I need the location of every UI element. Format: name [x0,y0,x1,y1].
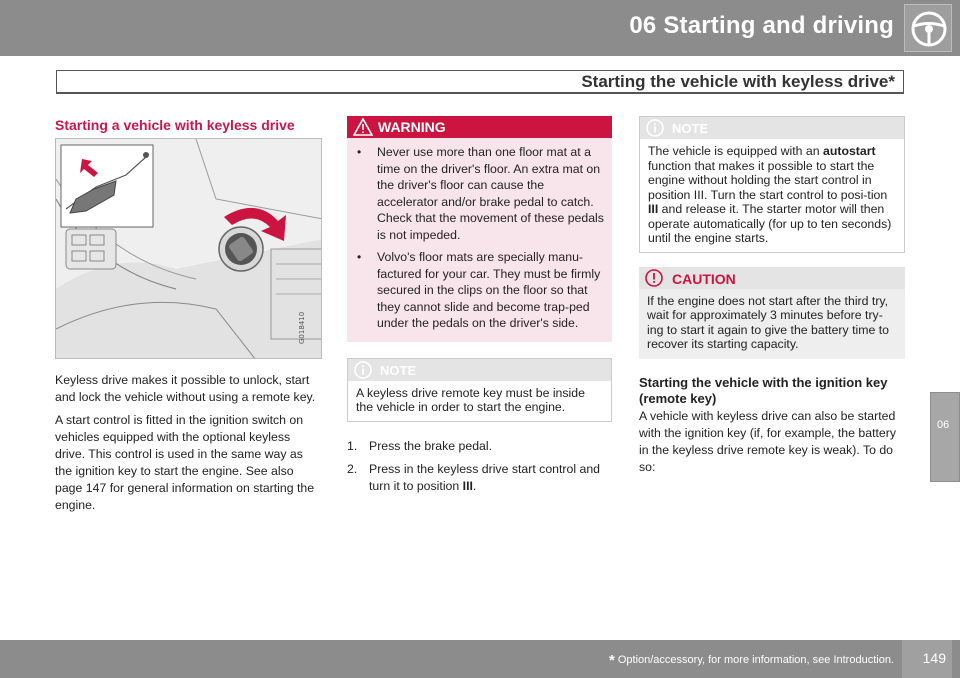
warning-triangle-icon [353,118,373,136]
bullet-dot: • [357,145,362,159]
bullet-dot: • [357,250,362,264]
step-text-main: Press in the keyless drive start control and turn it to position [369,461,601,493]
step-number: 1. [347,438,358,453]
step-item [347,438,612,455]
position-numeral: III [462,478,473,493]
footnote-marker: * [608,652,615,669]
exclamation-circle-icon [645,269,663,287]
step-text-end: . [472,478,477,493]
column-3 [639,116,905,476]
warning-bullet-text: Never use more than one floor mat at a time on the driver's floor. An extra mat on the driver's floor can cause the accelerator and/or brake pedal to catch. Check that the movement of these pedals is not impeded. [377,145,604,242]
keyless-start-illustration [55,138,322,359]
side-tab-label: 06 [937,419,950,431]
warning-box [347,116,612,342]
page-number: 149 [922,650,946,666]
intro-paragraph: Keyless drive makes it possible to unlock, start and lock the vehicle without using a remote key. [55,373,316,404]
note-text-part: The vehicle is equipped with an [648,144,823,158]
ignition-key-heading: Starting the vehicle with the ignition key (remote key) [639,374,888,406]
note-header [640,117,904,139]
start-control-paragraph: A start control is fitted in the ignition switch on vehicles equipped with the optional keyless drive. This control is used in the same way as the ignition key to start the engine. See also page 147 for general information on starting the engine. [55,413,315,512]
caution-label: CAUTION [672,270,736,287]
footnote-text: Option/accessory, for more information, see Introduction. [617,654,894,666]
note-header [348,359,611,381]
section-heading: Starting a vehicle with keyless drive [55,117,295,133]
chapter-title: 06 Starting and driving [629,12,894,39]
chapter-side-tab [930,392,960,482]
warning-header [347,116,612,138]
steering-wheel-icon [904,4,952,52]
caution-text: If the engine does not start after the third try, wait for approximately 3 minutes before try-ing to start it again to give the battery time to recover its starting capacity. [647,293,889,351]
note-text-part: and release it. The starter motor will then operate automatically (for up to ten seconds) until the engine starts. [648,202,892,245]
footnote [609,652,894,669]
autostart-note-box [639,116,905,253]
warning-label: WARNING [378,119,446,135]
note-label: NOTE [380,362,417,378]
section-title: Starting the vehicle with keyless drive* [581,72,895,91]
illustration-code: G018410 [298,311,306,344]
note-text: A keyless drive remote key must be inside the vehicle in order to start the engine. [356,385,585,414]
info-icon [646,119,664,137]
section-bar [56,70,904,94]
note-text-part: function that makes it possible to start the engine without holding the start control in position III. Turn the start control to posi-tion [648,158,888,202]
ignition-key-paragraph: A vehicle with keyless drive can also be started with the ignition key (if, for example, the battery in the keyless drive remote key is weak). To do so: [639,408,896,474]
warning-bullet [357,144,604,243]
step-item [347,461,612,495]
position-numeral: III [648,202,659,216]
warning-body [347,138,612,342]
step-number: 2. [347,461,358,476]
info-icon [354,361,372,379]
caution-box [639,267,905,359]
step-list [347,438,612,495]
autostart-note-text [640,139,904,252]
caution-header [639,267,905,289]
autostart-term: autostart [823,144,876,158]
column-2 [347,116,612,497]
column-1 [55,116,323,514]
warning-bullet-text: Volvo's floor mats are specially manu-factured for your car. They must be firmly secured in the clips on the floor so that they cannot slide and become trap-ped under the pedals on the driver's side. [377,250,601,330]
step-text [369,461,612,495]
note-label: NOTE [672,121,709,136]
step-text: Press the brake pedal. [369,438,493,453]
note-box [347,358,612,422]
warning-bullet [357,249,604,332]
